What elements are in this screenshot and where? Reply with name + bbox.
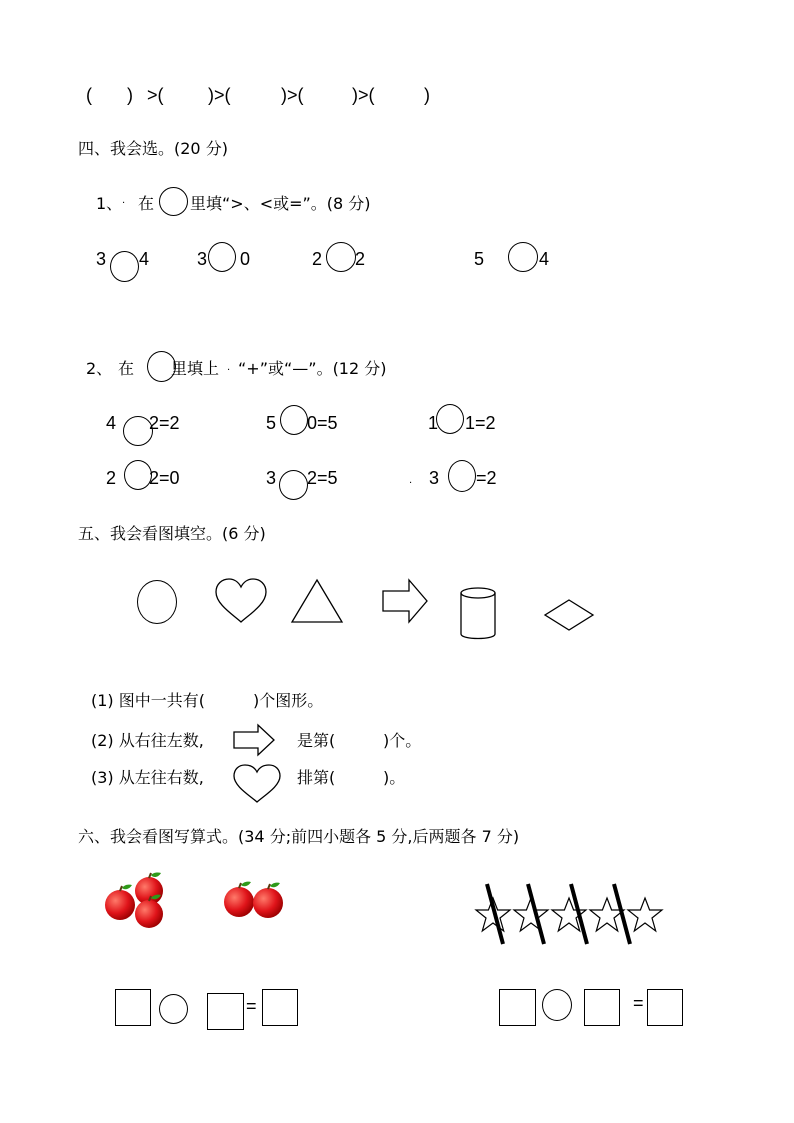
q2-item4-right: 2=0 bbox=[149, 468, 180, 488]
s5-q3-text-a: (3) 从左往右数, bbox=[91, 768, 204, 787]
s5-q1-text-a: (1) 图中一共有( bbox=[91, 691, 205, 710]
apple-icon bbox=[253, 883, 283, 918]
apple-group-1 bbox=[102, 872, 170, 930]
s5-q3-text-b: 排第( bbox=[297, 768, 336, 787]
q2-dot: . bbox=[227, 362, 231, 373]
q2-item6-right: =2 bbox=[476, 468, 497, 488]
heart-shape bbox=[214, 578, 268, 624]
triangle-shape bbox=[290, 578, 344, 624]
apple-icon bbox=[105, 885, 135, 920]
q2-item2-left: 5 bbox=[266, 413, 277, 433]
q1-instruction: 里填“>、<或=”。(8 分) bbox=[190, 194, 371, 213]
s5-q2-text-a: (2) 从右往左数, bbox=[91, 731, 204, 750]
equals-sign: = bbox=[633, 993, 644, 1013]
order-gt-3: )>( bbox=[281, 85, 304, 105]
q1-dot: . bbox=[122, 195, 126, 206]
answer-box[interactable] bbox=[647, 989, 683, 1026]
q1-item4-left: 5 bbox=[474, 249, 485, 269]
q2-number: 2、 bbox=[86, 359, 113, 378]
q2-item6-circle[interactable] bbox=[448, 460, 476, 492]
stars-group bbox=[470, 880, 690, 950]
q2-item5-left: 3 bbox=[266, 468, 277, 488]
strike-mark bbox=[614, 884, 630, 944]
q1-item2-left: 3 bbox=[197, 249, 208, 269]
q2-item1-left: 4 bbox=[106, 413, 117, 433]
q2-item5-circle[interactable] bbox=[279, 470, 308, 500]
s5-q3-text-c: )。 bbox=[383, 768, 406, 787]
q1-item3-right: 2 bbox=[355, 249, 366, 269]
strike-mark bbox=[571, 884, 587, 944]
q1-item4-circle[interactable] bbox=[508, 242, 538, 272]
answer-box[interactable] bbox=[262, 989, 298, 1026]
arrow-small-icon bbox=[232, 723, 276, 757]
q2-in: 在 bbox=[118, 359, 135, 378]
answer-box[interactable] bbox=[499, 989, 536, 1026]
strike-mark bbox=[487, 884, 503, 944]
q2-item2-right: 0=5 bbox=[307, 413, 338, 433]
q1-number: 1、 bbox=[96, 194, 123, 213]
order-gt-2: )>( bbox=[208, 85, 231, 105]
q2-item4-left: 2 bbox=[106, 468, 117, 488]
operator-circle[interactable] bbox=[542, 989, 572, 1021]
cylinder-shape bbox=[458, 586, 498, 642]
apple-icon bbox=[224, 882, 254, 917]
q2-item3-left: 1 bbox=[428, 413, 439, 433]
q1-item2-circle[interactable] bbox=[208, 242, 236, 272]
order-paren-open: ( bbox=[86, 85, 92, 105]
s5-q2-text-b: 是第( bbox=[297, 731, 336, 750]
apple-group-2 bbox=[222, 878, 286, 920]
section5-title: 五、我会看图填空。(6 分) bbox=[78, 524, 266, 543]
q2-instruction-a: 里填上 bbox=[171, 359, 220, 378]
arrow-shape bbox=[381, 578, 429, 624]
order-paren-last: ) bbox=[424, 85, 430, 105]
answer-box[interactable] bbox=[115, 989, 151, 1026]
answer-box[interactable] bbox=[584, 989, 620, 1026]
q2-item6-left: 3 bbox=[429, 468, 440, 488]
equals-sign: = bbox=[246, 996, 257, 1016]
q1-item1-left: 3 bbox=[96, 249, 107, 269]
q2-item5-right: 2=5 bbox=[307, 468, 338, 488]
order-gt-1: >( bbox=[147, 85, 164, 105]
circle-shape bbox=[137, 580, 177, 624]
q2-item3-right: 1=2 bbox=[465, 413, 496, 433]
q1-item2-right: 0 bbox=[240, 249, 251, 269]
section6-title: 六、我会看图写算式。(34 分;前四小题各 5 分,后两题各 7 分) bbox=[78, 827, 520, 846]
q2-instruction-b: “+”或“—”。(12 分) bbox=[238, 359, 387, 378]
q2-item3-circle[interactable] bbox=[436, 404, 464, 434]
q2-item1-right: 2=2 bbox=[149, 413, 180, 433]
order-gt-4: )>( bbox=[352, 85, 375, 105]
rhombus-shape bbox=[542, 598, 596, 634]
q2-item2-circle[interactable] bbox=[280, 405, 308, 435]
q1-item1-circle[interactable] bbox=[110, 251, 139, 282]
heart-small-icon bbox=[232, 764, 282, 804]
q1-item4-right: 4 bbox=[539, 249, 550, 269]
operator-circle[interactable] bbox=[159, 994, 188, 1024]
section4-title: 四、我会选。(20 分) bbox=[78, 139, 228, 158]
strike-mark bbox=[528, 884, 544, 944]
q2-dot2: . bbox=[409, 475, 413, 486]
s5-q1-text-b: )个图形。 bbox=[253, 691, 324, 710]
q1-item3-circle[interactable] bbox=[326, 242, 356, 272]
order-paren-close: ) bbox=[127, 85, 133, 105]
q1-in: 在 bbox=[138, 194, 155, 213]
answer-box[interactable] bbox=[207, 993, 244, 1030]
q1-item1-right: 4 bbox=[139, 249, 150, 269]
q2-item4-circle[interactable] bbox=[124, 460, 152, 490]
q1-example-circle bbox=[159, 187, 188, 216]
s5-q2-text-c: )个。 bbox=[383, 731, 422, 750]
star-icon bbox=[628, 898, 662, 931]
q1-item3-left: 2 bbox=[312, 249, 323, 269]
